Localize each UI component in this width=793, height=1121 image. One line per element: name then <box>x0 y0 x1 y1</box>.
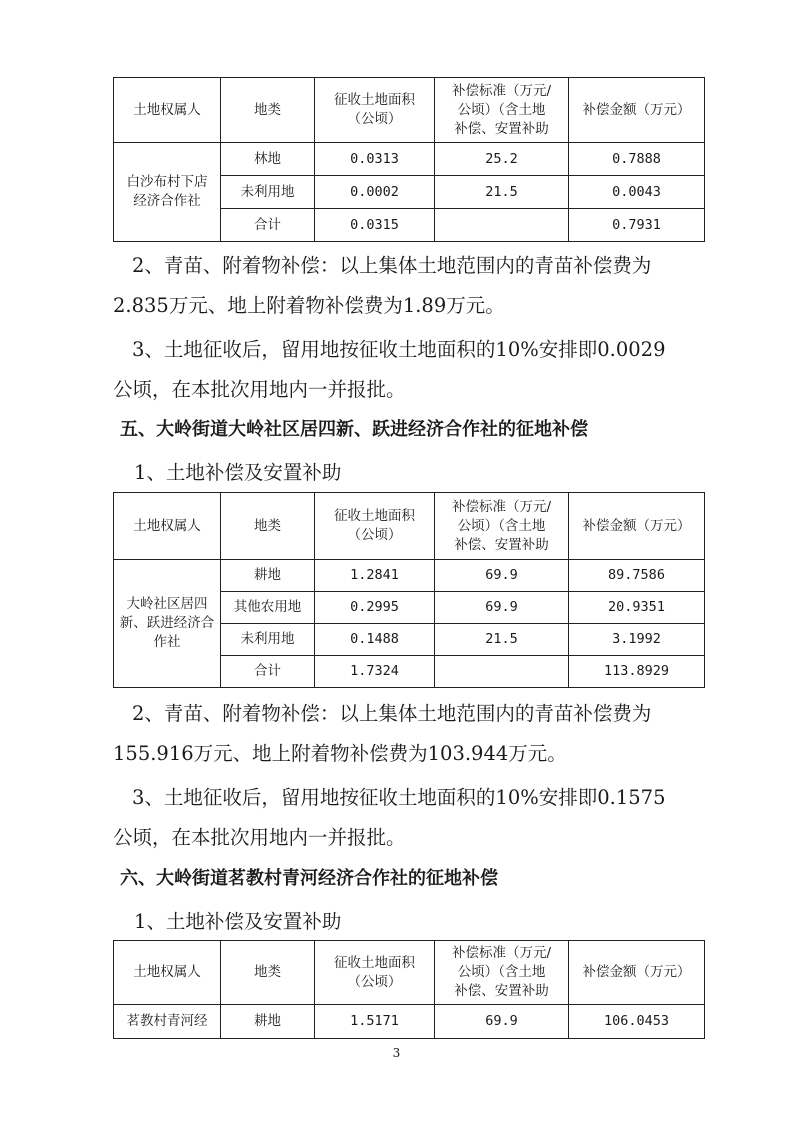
amount-cell: 106.0453 <box>569 1005 705 1039</box>
header-area: 征收土地面积 （公顷） <box>315 493 435 560</box>
paragraph: 2、青苗、附着物补偿：以上集体土地范围内的青苗补偿费为 <box>132 254 652 277</box>
standard-cell: 69.9 <box>435 592 569 624</box>
section-heading: 六、大岭街道茗教村青河经济合作社的征地补偿 <box>120 868 498 889</box>
header-owner: 土地权属人 <box>114 78 221 143</box>
landtype-cell: 合计 <box>221 209 315 242</box>
table-2 <box>113 492 705 688</box>
owner-cell: 茗教村青河经 <box>114 1005 221 1039</box>
paragraph: 公顷，在本批次用地内一并报批。 <box>113 378 406 401</box>
header-standard: 补偿标准（万元/ 公顷）（含土地 补偿、安置补助 <box>435 493 569 560</box>
area-cell: 0.0313 <box>315 143 435 176</box>
table-3 <box>113 940 705 1039</box>
header-amount: 补偿金额（万元） <box>569 78 705 143</box>
standard-cell: 25.2 <box>435 143 569 176</box>
landtype-cell: 其他农用地 <box>221 592 315 624</box>
table-header-row <box>114 941 705 1005</box>
standard-cell: 21.5 <box>435 176 569 209</box>
amount-cell: 0.0043 <box>569 176 705 209</box>
table-row <box>114 143 705 176</box>
header-amount: 补偿金额（万元） <box>569 941 705 1005</box>
header-amount: 补偿金额（万元） <box>569 493 705 560</box>
table-1 <box>113 77 705 242</box>
header-owner: 土地权属人 <box>114 941 221 1005</box>
landtype-cell: 未利用地 <box>221 176 315 209</box>
paragraph: 2、青苗、附着物补偿：以上集体土地范围内的青苗补偿费为 <box>132 702 652 725</box>
owner-cell: 大岭社区居四 新、跃进经济合 作社 <box>114 560 221 688</box>
area-cell: 1.5171 <box>315 1005 435 1039</box>
table-header-row <box>114 493 705 560</box>
landtype-cell: 耕地 <box>221 560 315 592</box>
area-cell: 1.7324 <box>315 656 435 688</box>
section-heading: 五、大岭街道大岭社区居四新、跃进经济合作社的征地补偿 <box>120 419 588 440</box>
amount-cell: 20.9351 <box>569 592 705 624</box>
paragraph: 3、土地征收后，留用地按征收土地面积的10%安排即0.1575 <box>132 786 666 809</box>
standard-cell <box>435 209 569 242</box>
amount-cell: 3.1992 <box>569 624 705 656</box>
subsection-title: 1、土地补偿及安置补助 <box>134 910 342 933</box>
standard-cell: 69.9 <box>435 1005 569 1039</box>
landtype-cell: 耕地 <box>221 1005 315 1039</box>
header-owner: 土地权属人 <box>114 493 221 560</box>
area-cell: 0.0315 <box>315 209 435 242</box>
header-area: 征收土地面积 （公顷） <box>315 78 435 143</box>
standard-cell: 21.5 <box>435 624 569 656</box>
table-header-row <box>114 78 705 143</box>
paragraph: 3、土地征收后，留用地按征收土地面积的10%安排即0.0029 <box>132 338 666 361</box>
landtype-cell: 未利用地 <box>221 624 315 656</box>
landtype-cell: 合计 <box>221 656 315 688</box>
header-area: 征收土地面积 （公顷） <box>315 941 435 1005</box>
amount-cell: 89.7586 <box>569 560 705 592</box>
standard-cell <box>435 656 569 688</box>
table-row <box>114 1005 705 1039</box>
table-row <box>114 560 705 592</box>
subsection-title: 1、土地补偿及安置补助 <box>134 461 342 484</box>
paragraph: 155.916万元、地上附着物补偿费为103.944万元。 <box>113 742 567 765</box>
standard-cell: 69.9 <box>435 560 569 592</box>
area-cell: 0.2995 <box>315 592 435 624</box>
page-number: 3 <box>392 1046 401 1060</box>
paragraph: 公顷，在本批次用地内一并报批。 <box>113 826 406 849</box>
amount-cell: 0.7888 <box>569 143 705 176</box>
area-cell: 0.1488 <box>315 624 435 656</box>
header-standard: 补偿标准（万元/ 公顷）（含土地 补偿、安置补助 <box>435 78 569 143</box>
paragraph: 2.835万元、地上附着物补偿费为1.89万元。 <box>113 294 505 317</box>
header-landtype: 地类 <box>221 941 315 1005</box>
owner-cell: 白沙布村下店 经济合作社 <box>114 143 221 242</box>
landtype-cell: 林地 <box>221 143 315 176</box>
area-cell: 0.0002 <box>315 176 435 209</box>
area-cell: 1.2841 <box>315 560 435 592</box>
header-standard: 补偿标准（万元/ 公顷）（含土地 补偿、安置补助 <box>435 941 569 1005</box>
header-landtype: 地类 <box>221 78 315 143</box>
amount-cell: 113.8929 <box>569 656 705 688</box>
header-landtype: 地类 <box>221 493 315 560</box>
amount-cell: 0.7931 <box>569 209 705 242</box>
